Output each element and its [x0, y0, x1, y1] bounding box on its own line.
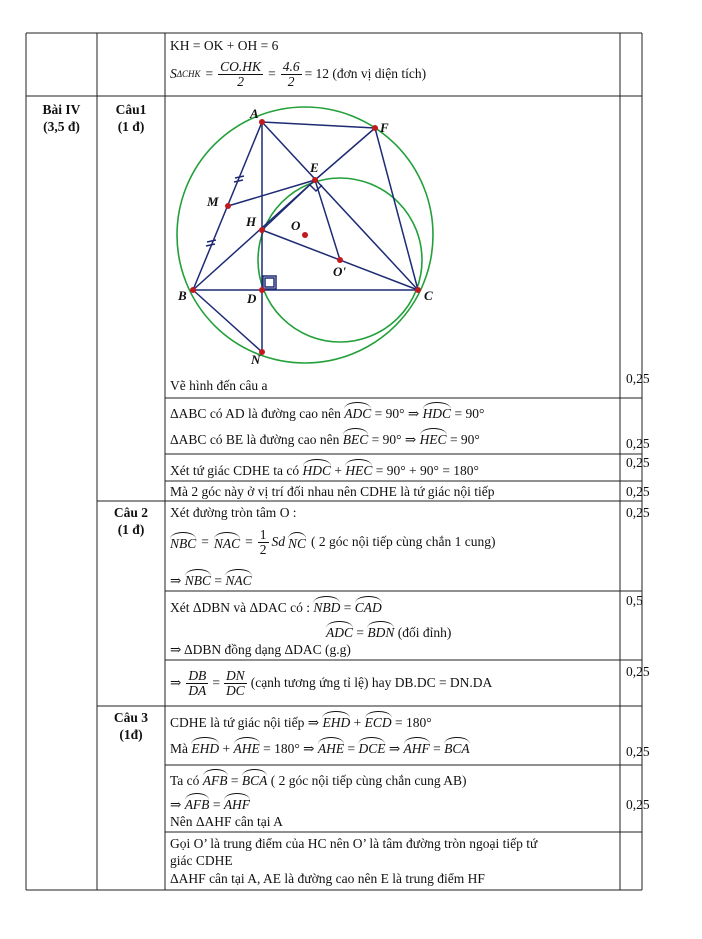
- eq-sign: =: [205, 66, 214, 81]
- fraction-4-6: $\frac{4.6}{2}$: [282, 58, 300, 89]
- area-symbol: S: [170, 66, 177, 81]
- bai-points: (3,5 đ): [43, 119, 80, 134]
- draw-caption: Vẽ hình đến câu a: [170, 378, 268, 393]
- score-cyclic: 0,25: [626, 484, 650, 499]
- cau3-line4: ⇒ AFB = AHF: [170, 793, 250, 813]
- svg-text:B: B: [178, 288, 187, 303]
- svg-text:O: O: [291, 218, 301, 233]
- cau2-intro: Xét đường tròn tâm O :: [170, 505, 297, 520]
- cau3-line6a: Gọi O’ là trung điểm của HC nên O’ là tâm đường tròn ngoại tiếp tứ: [170, 836, 538, 851]
- score-inscribed: 0,25: [626, 505, 650, 520]
- score-cau3-b: 0,25: [626, 797, 650, 812]
- cau3-label: Câu 3: [113, 710, 149, 725]
- area-formula: [170, 56, 426, 92]
- cau2-equal-angles: ⇒ NBC = NAC: [170, 569, 252, 589]
- cau3-line2: Mà EHD + AHE = 180° ⇒ AHE = DCE ⇒ AHF = BCA: [170, 737, 470, 757]
- svg-text:C: C: [424, 288, 433, 303]
- cau3-line1: CDHE là tứ giác nội tiếp ⇒ EHD + ECD = 180°: [170, 711, 432, 731]
- cau3-line7: ΔAHF cân tại A, AE là đường cao nên E là trung điểm HF: [170, 871, 485, 886]
- eq-sign-2: =: [268, 66, 276, 81]
- cau2-inscribed: NBC = NAC = $\frac{1}{2}$ Sd NC ( 2 góc nội tiếp cùng chắn 1 cung): [170, 526, 496, 557]
- score-cau3-a: 0,25: [626, 744, 650, 759]
- cau3-line5: Nên ΔAHF cân tại A: [170, 814, 283, 829]
- cau2-similar-intro: Xét ΔDBN và ΔDAC có : NBD = CAD: [170, 596, 382, 616]
- geometry-figure: [165, 96, 620, 376]
- svg-text:A: A: [250, 106, 259, 121]
- cau1-line2: ΔABC có BE là đường cao nên BEC = 90° ⇒ HEC = 90°: [170, 428, 480, 448]
- svg-text:N: N: [251, 352, 261, 367]
- cau3-line3: Ta có AFB = BCA ( 2 góc nội tiếp cùng chắn cung AB): [170, 769, 467, 789]
- cau3-line6b: giác CDHE: [170, 853, 233, 868]
- svg-text:H: H: [246, 214, 257, 229]
- cau2-similar-result: ⇒ ΔDBN đồng dạng ΔDAC (g.g): [170, 642, 351, 657]
- score-similar: 0,5: [626, 593, 643, 608]
- svg-text:O': O': [333, 264, 346, 279]
- cau2-vertical-angles: ADC = BDN (đối đỉnh): [326, 621, 451, 641]
- bai-title: Bài IV: [42, 102, 81, 117]
- score-altitudes: 0,25: [626, 436, 650, 451]
- cau2-ratio: ⇒ $\frac{DB}{DA}$ = $\frac{DN}{DC}$ (cạnh tương ứng tỉ lệ) hay DB.DC = DN.DA: [170, 667, 493, 698]
- cau1-line4: Mà 2 góc này ở vị trí đối nhau nên CDHE là tứ giác nội tiếp: [170, 484, 495, 499]
- cau1-label: Câu1: [115, 102, 147, 117]
- score-ratio: 0,25: [626, 664, 650, 679]
- cau1-points: (1 đ): [117, 119, 145, 134]
- kh-equation: KH = OK + OH = 6: [170, 38, 279, 53]
- cau1-line3: Xét tứ giác CDHE ta có HDC + HEC = 90° + 90° = 180°: [170, 459, 479, 479]
- score-draw: 0,25: [626, 371, 650, 386]
- cau3-points: (1đ): [119, 727, 143, 742]
- area-result: = 12 (đơn vị diện tích): [304, 66, 427, 81]
- cau1-line1: ΔABC có AD là đường cao nên ADC = 90° ⇒ HDC = 90°: [170, 402, 484, 422]
- cau2-points: (1 đ): [117, 522, 145, 537]
- cau2-label: Câu 2: [113, 505, 149, 520]
- fraction-co-hk: $\frac{CO.HK}{2}$: [220, 58, 262, 89]
- svg-text:M: M: [207, 194, 219, 209]
- svg-text:E: E: [310, 160, 319, 175]
- area-subscript: ΔCHK: [176, 69, 201, 79]
- svg-text:F: F: [380, 120, 389, 135]
- fraction-half: $\frac{1}{2}$: [259, 526, 267, 557]
- svg-text:D: D: [247, 291, 257, 306]
- score-sum: 0,25: [626, 455, 650, 470]
